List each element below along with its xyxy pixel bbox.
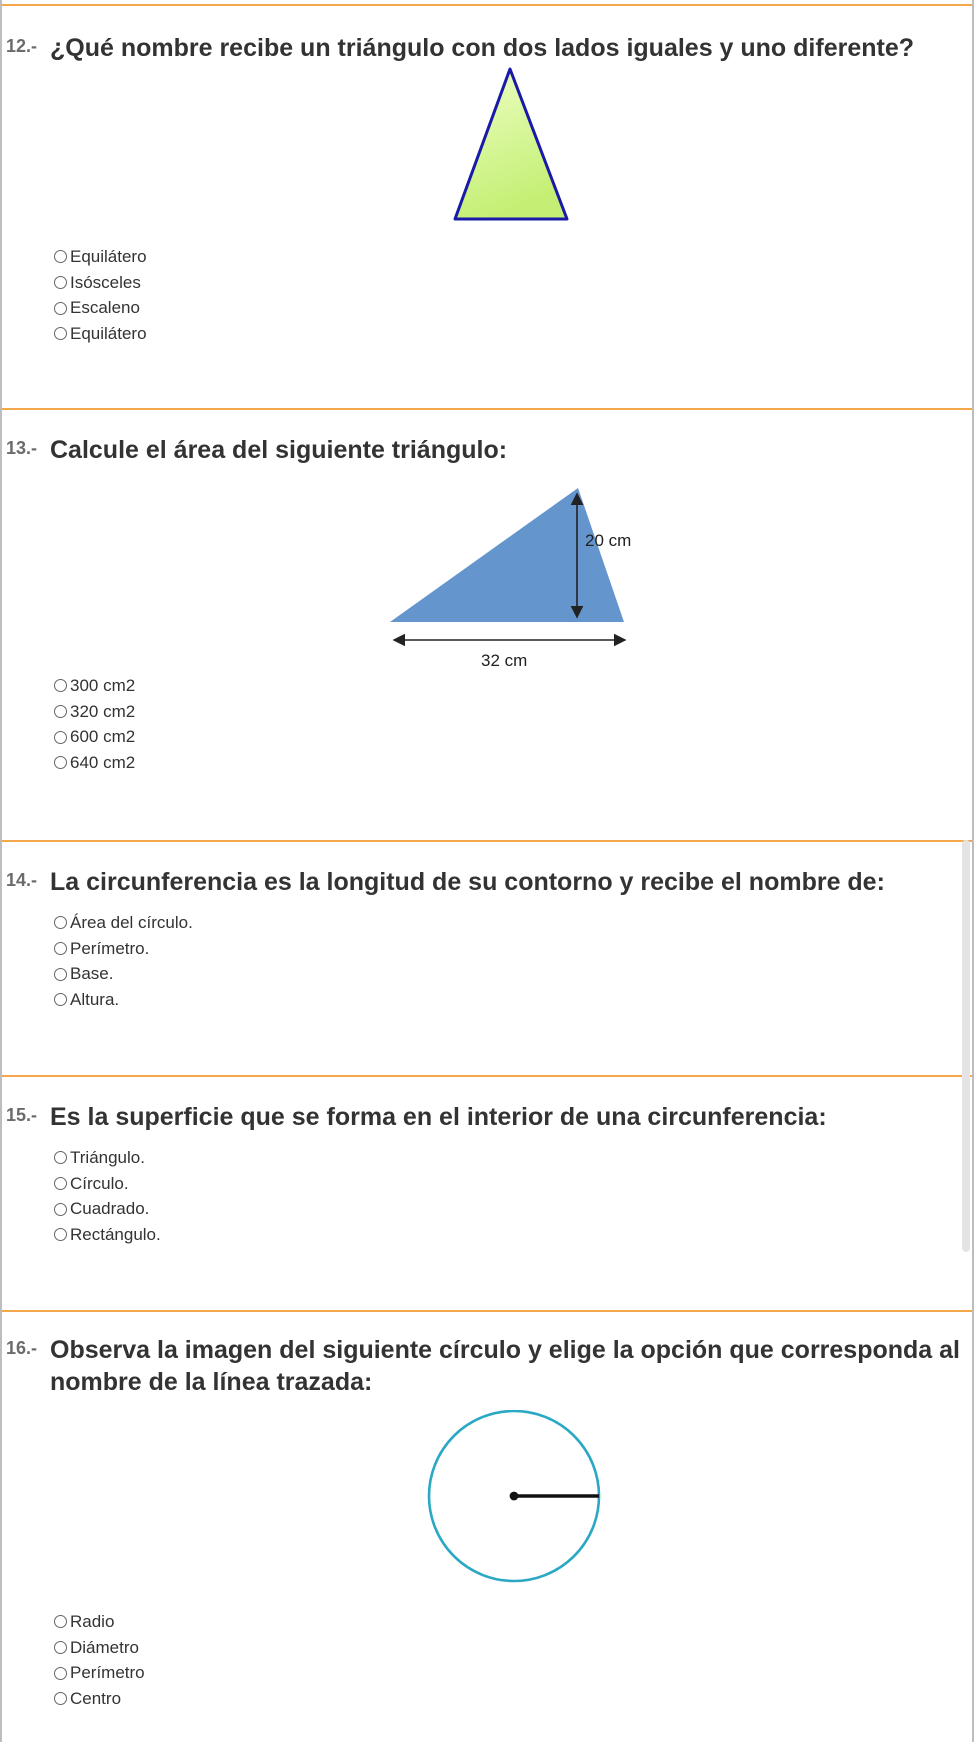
option-radio[interactable]	[54, 270, 147, 296]
option-label: Perímetro.	[70, 938, 150, 958]
radio-button[interactable]	[54, 1667, 67, 1680]
option-radio[interactable]	[54, 987, 193, 1013]
option-label: Escaleno	[70, 298, 140, 318]
option-label: 320 cm2	[70, 701, 136, 721]
radio-button[interactable]	[54, 1692, 67, 1705]
radio-button[interactable]	[54, 942, 67, 955]
options-group	[54, 1145, 161, 1248]
option-radio[interactable]	[54, 1222, 161, 1248]
option-radio[interactable]	[54, 244, 147, 270]
question-number: 14.-	[6, 870, 38, 890]
radio-button[interactable]	[54, 1641, 67, 1654]
option-radio[interactable]	[54, 1145, 161, 1171]
option-label: Cuadrado.	[70, 1199, 150, 1219]
radio-button[interactable]	[54, 916, 67, 929]
option-radio[interactable]	[54, 910, 193, 936]
question-text: Es la superficie que se forma en el interior de una circunferencia:	[50, 1103, 827, 1131]
option-radio[interactable]	[54, 1171, 161, 1197]
option-label: Isósceles	[70, 272, 141, 292]
radio-button[interactable]	[54, 1177, 67, 1190]
option-radio[interactable]	[54, 961, 193, 987]
option-label: Altura.	[70, 989, 120, 1009]
option-radio[interactable]	[54, 936, 193, 962]
radio-button[interactable]	[54, 276, 67, 289]
option-radio[interactable]	[54, 699, 135, 725]
option-label: Triángulo.	[70, 1147, 145, 1167]
options-group	[54, 1609, 145, 1712]
option-label: Rectángulo.	[70, 1224, 161, 1244]
question-text: ¿Qué nombre recibe un triángulo con dos lados iguales y uno diferente?	[50, 34, 915, 62]
option-label: Círculo.	[70, 1173, 129, 1193]
radio-button[interactable]	[54, 993, 67, 1006]
radio-button[interactable]	[54, 679, 67, 692]
question-number: 13.-	[6, 438, 38, 458]
question-number: 16.-	[6, 1338, 38, 1358]
option-radio[interactable]	[54, 295, 147, 321]
radio-button[interactable]	[54, 731, 67, 744]
radio-button[interactable]	[54, 302, 67, 315]
option-radio[interactable]	[54, 1635, 145, 1661]
scrollbar[interactable]	[962, 840, 970, 1252]
option-radio[interactable]	[54, 724, 135, 750]
radio-button[interactable]	[54, 968, 67, 981]
option-radio[interactable]	[54, 1196, 161, 1222]
question-number: 15.-	[6, 1105, 38, 1125]
question-14	[2, 840, 972, 1077]
question-number: 12.-	[6, 36, 38, 56]
option-label: Área del círculo.	[70, 912, 193, 932]
radio-button[interactable]	[54, 250, 67, 263]
question-15	[2, 1075, 972, 1312]
question-16	[2, 1310, 972, 1744]
area-triangle	[390, 488, 624, 622]
option-label: 600 cm2	[70, 727, 136, 747]
option-radio[interactable]	[54, 1660, 145, 1686]
question-text: Observa la imagen del siguiente círculo y elige la opción que corresponda al nombre de la línea trazada:	[50, 1336, 960, 1396]
option-label: Equilátero	[70, 323, 147, 343]
radio-button[interactable]	[54, 1228, 67, 1241]
isosceles-triangle-figure	[448, 62, 572, 226]
center-point	[510, 1492, 519, 1501]
option-radio[interactable]	[54, 1686, 145, 1712]
option-label: 300 cm2	[70, 675, 136, 695]
radio-button[interactable]	[54, 1151, 67, 1164]
radio-button[interactable]	[54, 327, 67, 340]
options-group	[54, 244, 147, 347]
option-radio[interactable]	[54, 673, 135, 699]
option-label: Diámetro	[70, 1637, 139, 1657]
question-text: Calcule el área del siguiente triángulo:	[50, 436, 508, 464]
question-text: La circunferencia es la longitud de su contorno y recibe el nombre de:	[50, 868, 885, 896]
question-12	[2, 4, 972, 410]
option-radio[interactable]	[54, 321, 147, 347]
height-label: 20 cm	[585, 531, 632, 550]
option-label: Radio	[70, 1611, 115, 1631]
option-label: Perímetro	[70, 1663, 145, 1683]
option-radio[interactable]	[54, 1609, 145, 1635]
option-label: 640 cm2	[70, 752, 136, 772]
options-group	[54, 673, 135, 776]
radio-button[interactable]	[54, 1203, 67, 1216]
question-13	[2, 408, 972, 842]
radio-button[interactable]	[54, 756, 67, 769]
option-label: Centro	[70, 1688, 122, 1708]
radio-button[interactable]	[54, 705, 67, 718]
circle-radius-figure	[422, 1410, 606, 1594]
area-triangle-figure	[382, 484, 652, 676]
option-label: Equilátero	[70, 246, 147, 266]
option-label: Base.	[70, 964, 114, 984]
option-radio[interactable]	[54, 750, 135, 776]
base-label: 32 cm	[481, 651, 528, 670]
radio-button[interactable]	[54, 1615, 67, 1628]
options-group	[54, 910, 193, 1013]
